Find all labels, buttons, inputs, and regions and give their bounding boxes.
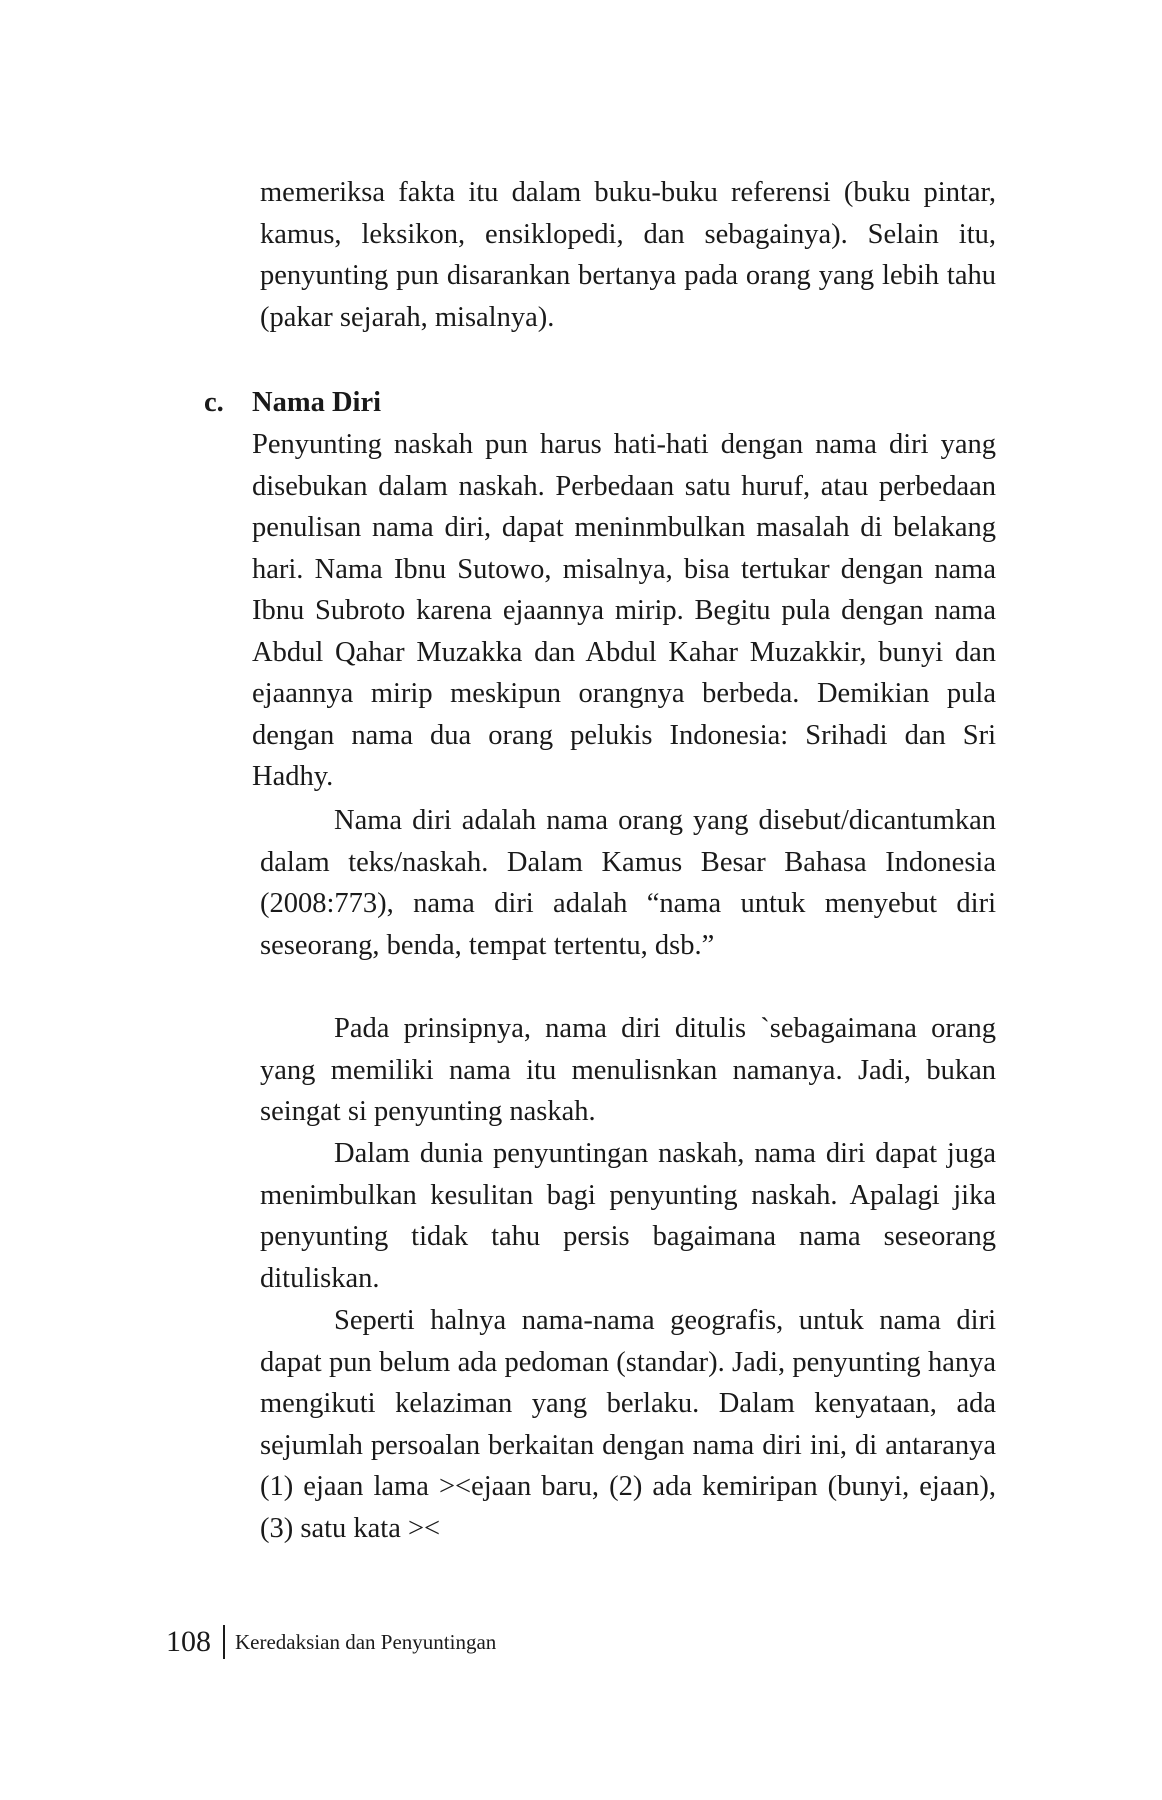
body-paragraph-standard: Seperti halnya nama-nama geografis, untuk nama diri dapat pun belum ada pedoman (standar). Jadi, penyunting hanya mengikuti kelaziman yang berlaku. Dalam kenyataan, ada sejumlah persoalan berkaitan dengan nama diri ini, di antaranya (1) ejaan lama ><ejaan baru, (2) ada kemiripan (bunyi, ejaan), (3) satu kata >< [260,1305,996,1544]
body-paragraph-principle: Pada prinsipnya, nama diri ditulis `sebagaimana orang yang memiliki nama itu menulisnkan namanya. Jadi, bukan seingat si penyunting naskah. [260,1013,996,1127]
body-paragraph-definition: Nama diri adalah nama orang yang disebut/dicantumkan dalam teks/naskah. Dalam Kamus Besar Bahasa Indonesia (2008:773), nama diri adalah “nama untuk menyebut diri seseorang, benda, tempat tertentu, dsb.” [260,805,996,961]
section-heading [204,382,381,424]
page-footer [166,1624,496,1660]
body-paragraph-difficulty: Dalam dunia penyuntingan naskah, nama diri dapat juga menimbulkan kesulitan bagi penyunting naskah. Apalagi jika penyunting tidak tahu persis bagaimana nama seseorang dituliskan. [260,1138,996,1294]
section-marker: c. [204,387,224,418]
section-title: Nama Diri [252,387,382,418]
running-title: Keredaksian dan Penyuntingan [235,1630,497,1654]
section-intro-paragraph: Penyunting naskah pun harus hati-hati dengan nama diri yang disebukan dalam naskah. Perbedaan satu huruf, atau perbedaan penulisan nama diri, dapat meninmbulkan masalah di belakang hari. Nama Ibnu Sutowo, misalnya, bisa tertukar dengan nama Ibnu Subroto karena ejaannya mirip. Begitu pula dengan nama Abdul Qahar Muzakka dan Abdul Kahar Muzakkir, bunyi dan ejaannya mirip meskipun orangnya berbeda. Demikian pula dengan nama dua orang pelukis Indonesia: Srihadi dan Sri Hadhy. [252,429,996,792]
footer-divider [223,1625,225,1659]
page-number: 108 [166,1625,211,1658]
continuation-paragraph: memeriksa fakta itu dalam buku-buku referensi (buku pintar, kamus, leksikon, ensiklopedi, dan sebagainya). Selain itu, penyunting pun disarankan bertanya pada orang yang lebih tahu (pakar sejarah, misalnya). [260,177,996,333]
